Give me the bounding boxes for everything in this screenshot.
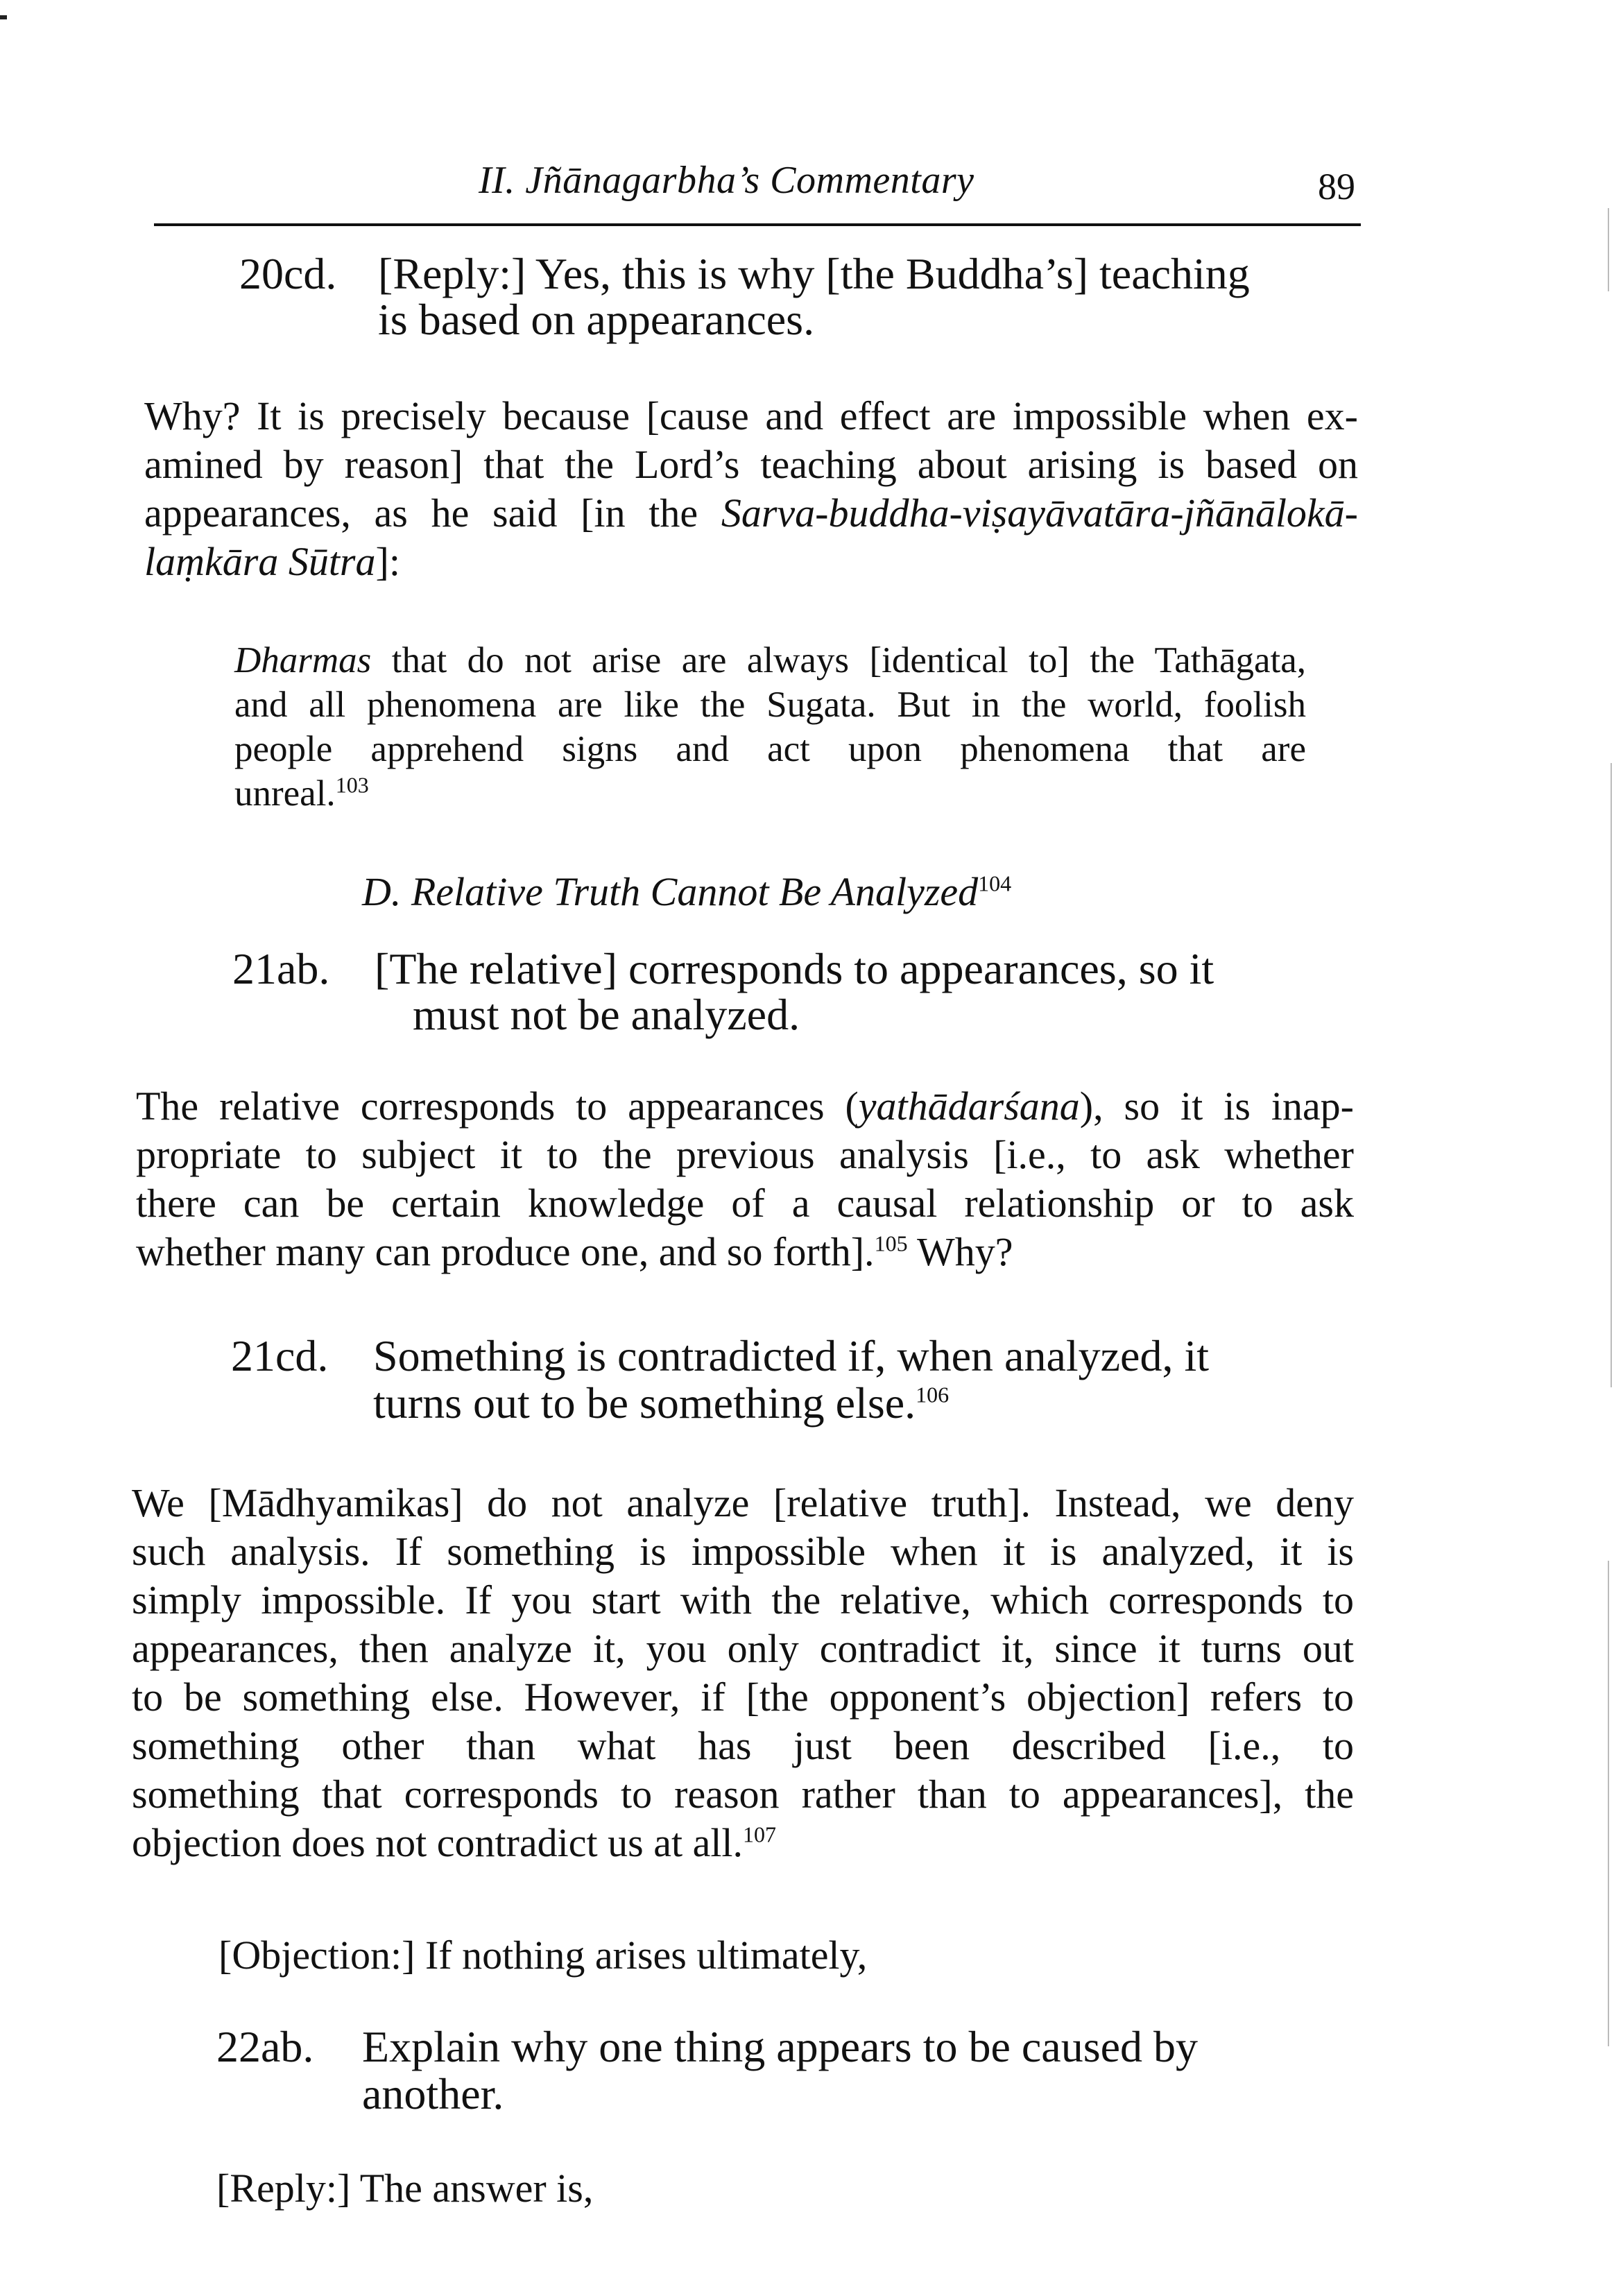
- verse-line: [The relative] corresponds to appearances, so it: [375, 944, 1214, 993]
- verse-line: [373, 1380, 949, 1426]
- verse-21ab: [232, 946, 1356, 1043]
- paragraph-line: [144, 538, 1358, 586]
- verse-line: must not be analyzed.: [413, 990, 800, 1039]
- section-heading-text: D. Relative Truth Cannot Be Analyzed: [362, 869, 979, 914]
- verse-number: 21cd.: [231, 1331, 329, 1380]
- paragraph-1: [144, 392, 1358, 586]
- footnote-ref: 105: [874, 1231, 908, 1256]
- paragraph-line: to be something else. However, if [the opponent’s objection] refers to: [132, 1674, 1354, 1720]
- scan-edge-speck: [1608, 208, 1609, 291]
- text-run: Why?: [907, 1229, 1013, 1274]
- text-run: ), so it is inap-: [1079, 1083, 1354, 1129]
- verse-number: 22ab.: [216, 2022, 314, 2071]
- text-run: whether many can produce one, and so forth].: [136, 1229, 875, 1274]
- quote-line: people apprehend signs and act upon phenomena that are: [234, 729, 1306, 769]
- paragraph-line: appearances, then analyze it, you only contradict it, since it turns out: [132, 1626, 1354, 1671]
- reply-line: [Reply:] The answer is,: [216, 2166, 594, 2211]
- paragraph-line: [136, 1228, 1354, 1276]
- paragraph-line: propriate to subject it to the previous analysis [i.e., to ask whether: [136, 1132, 1354, 1177]
- quote-line: and all phenomena are like the Sugata. But in the world, foolish: [234, 685, 1306, 725]
- sutra-title-italic: laṃkāra Sūtra: [144, 539, 376, 584]
- footnote-ref: 107: [743, 1822, 777, 1847]
- quote-line: [234, 771, 1306, 816]
- verse-line: Explain why one thing appears to be caused by: [362, 2022, 1198, 2071]
- paragraph-line: [144, 489, 1358, 538]
- paragraph-line: such analysis. If something is impossible when it is analyzed, it is: [132, 1529, 1354, 1574]
- paragraph-line: simply impossible. If you start with the relative, which corresponds to: [132, 1577, 1354, 1622]
- sutra-title-italic: Sarva-buddha-viṣayāvatāra-jñānālokā-: [721, 490, 1358, 536]
- scan-edge-speck: [1611, 763, 1612, 1387]
- text-run: that do not arise are always [identical to] the Tathāgata,: [371, 640, 1306, 680]
- scan-edge-speck: [1608, 1561, 1609, 2046]
- section-heading: [362, 868, 1011, 915]
- block-quote: [234, 638, 1306, 816]
- verse-20cd: [239, 251, 1363, 348]
- footnote-ref: 104: [978, 871, 1012, 896]
- paragraph-line: [132, 1819, 1354, 1867]
- text-run: turns out to be something else.: [373, 1378, 916, 1428]
- paragraph-2: [136, 1082, 1354, 1276]
- verse-21cd: [231, 1333, 1355, 1430]
- paragraph-line: something that corresponds to reason rather than to appearances], the: [132, 1772, 1354, 1817]
- quote-lead-italic: Dharmas: [234, 640, 372, 680]
- verse-number: 21ab.: [232, 944, 330, 993]
- quote-line: [234, 638, 1306, 683]
- verse-22ab: [216, 2024, 1340, 2121]
- running-title: II. Jñānagarbha’s Commentary: [479, 159, 974, 202]
- paragraph-3: [132, 1479, 1354, 1867]
- verse-line: Something is contradicted if, when analyzed, it: [373, 1331, 1209, 1380]
- verse-number: 20cd.: [239, 249, 337, 298]
- paragraph-line: [136, 1082, 1354, 1131]
- paragraph-line: We [Mādhyamikas] do not analyze [relative truth]. Instead, we deny: [132, 1480, 1354, 1525]
- footnote-ref: 106: [916, 1382, 950, 1407]
- text-run: The relative corresponds to appearances (: [136, 1083, 859, 1129]
- text-run: ]:: [375, 539, 400, 584]
- header-rule: [154, 223, 1361, 226]
- verse-line: [Reply:] Yes, this is why [the Buddha’s] teaching: [378, 249, 1250, 298]
- text-run: unreal.: [234, 773, 336, 814]
- footnote-ref: 103: [335, 772, 369, 798]
- verse-line: is based on appearances.: [378, 295, 815, 344]
- objection-line: [Objection:] If nothing arises ultimately,: [218, 1933, 868, 1978]
- paragraph-line: Why? It is precisely because [cause and effect are impossible when ex-: [144, 393, 1358, 438]
- paragraph-line: something other than what has just been described [i.e., to: [132, 1723, 1354, 1768]
- paragraph-line: there can be certain knowledge of a causal relationship or to ask: [136, 1181, 1354, 1226]
- scan-margin-mark: [0, 15, 7, 19]
- paragraph-line: amined by reason] that the Lord’s teaching about arising is based on: [144, 442, 1358, 487]
- verse-line: another.: [362, 2069, 504, 2118]
- text-run: appearances, as he said [in the: [144, 490, 721, 536]
- text-run: objection does not contradict us at all.: [132, 1820, 744, 1865]
- term-italic: yathādarśana: [858, 1083, 1080, 1129]
- page-number: 89: [1318, 166, 1355, 207]
